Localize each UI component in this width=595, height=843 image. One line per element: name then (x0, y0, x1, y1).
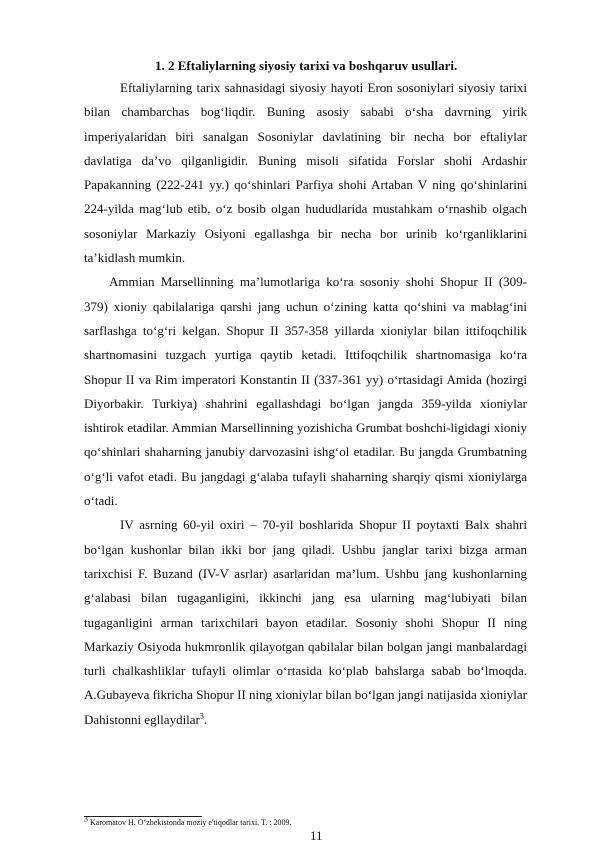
page-number: 11 (310, 828, 323, 843)
footnote (84, 814, 292, 828)
footnote-text: Karomatov H. O‘zbekistonda moziy e'tiqodlar tarixi. T. : 2009. (88, 818, 292, 827)
body-text (84, 76, 527, 732)
paragraph-3-text: IV asrning 60-yil oxiri – 70-yil boshlarida Shopur II poytaxti Balx shahri bo‘lgan kushonlar bilan ikki bor jang qiladi. Ushbu janglar tarixi bizga arman tarixchisi F. Buzand (IV-V asrlar) asarlaridan ma’lum. Ushbu jang kushonlarning g‘alabasi bilan tugaganligini, ikkinchi jang esa ularning mag‘lubiyati bilan tugaganligini arman tarixchilari bayon etadilar. Sosoniy shohi Shopur II ning Markaziy Osiyoda hukmronlik qilayotgan qabilalar bilan bolgan jangi manbalardagi turli chalkashliklar tufayli olimlar o‘rtasida ko‘plab bahslarga sabab bo‘lmoqda. A.Gubayeva fikricha Shopur II ning xioniylar bilan bo‘lgan jangi natijasida xioniylar Dahistonni egllaydilar (84, 517, 527, 727)
paragraph-2: Ammian Marsellinning ma’lumotlariga ko‘ra sosoniy shohi Shopur II (309-379) xioniy qabilalariga qarshi jang uchun o‘zining katta qo‘shini va mablag‘ini sarflashga to‘g‘ri kelgan. Shopur II 357-358 yillarda xioniylar bilan ittifoqchilik shartnomasini tuzgach yurtiga qaytib ketadi. Ittifoqchilik shartnomasiga ko‘ra Shopur II va Rim imperatori Konstantin II (337-361 yy) o‘rtasidagi Amida (hozirgi Diyorbakir. Turkiya) shahrini egallashdagi bo‘lgan jangda 359-yilda xioniylar ishtirok etadilar. Ammian Marsellinning yozishicha Grumbat boshchi-ligidagi xioniy qo‘shinlari shaharning janubiy darvozasini ishg‘ol etadilar. Bu jangda Grumbatning o‘g‘li vafot etadi. Bu jangdagi g‘alaba tufayli shaharning sharqiy qismi xioniylarga o‘tadi. (84, 274, 527, 509)
paragraph-1: Eftaliylarning tarix sahnasidagi siyosiy hayoti Eron sosoniylari siyosiy tarixi bilan chambarchas bog‘liqdir. Buning asosiy sababi o‘sha davrning yirik imperiyalaridan biri sanalgan Sosoniylar davlatining bir necha bor eftaliylar davlatiga da’vo qilganligidir. Buning misoli sifatida Forslar shohi Ardashir Papakanning (222-241 yy.) qo‘shinlari Parfiya shohi Artaban V ning qo‘shinlarini 224-yilda mag‘lub etib, o‘z bosib olgan hududlarida mustahkam o‘rnashib olgach sosoniylar Markaziy Osiyoni egallashga bir necha bor urinib ko‘rganliklarini ta’kidlash mumkin. (84, 80, 527, 266)
footnote-divider (84, 816, 202, 817)
footnote-mark: 3 (84, 814, 88, 824)
section-heading: 1. 2 Eftaliylarning siyosiy tarixi va boshqaruv usullari. (155, 58, 458, 73)
paragraph-3 (84, 513, 527, 732)
footnote-reference[interactable]: 3 (199, 711, 204, 721)
paragraph-3-end: . (203, 711, 208, 727)
